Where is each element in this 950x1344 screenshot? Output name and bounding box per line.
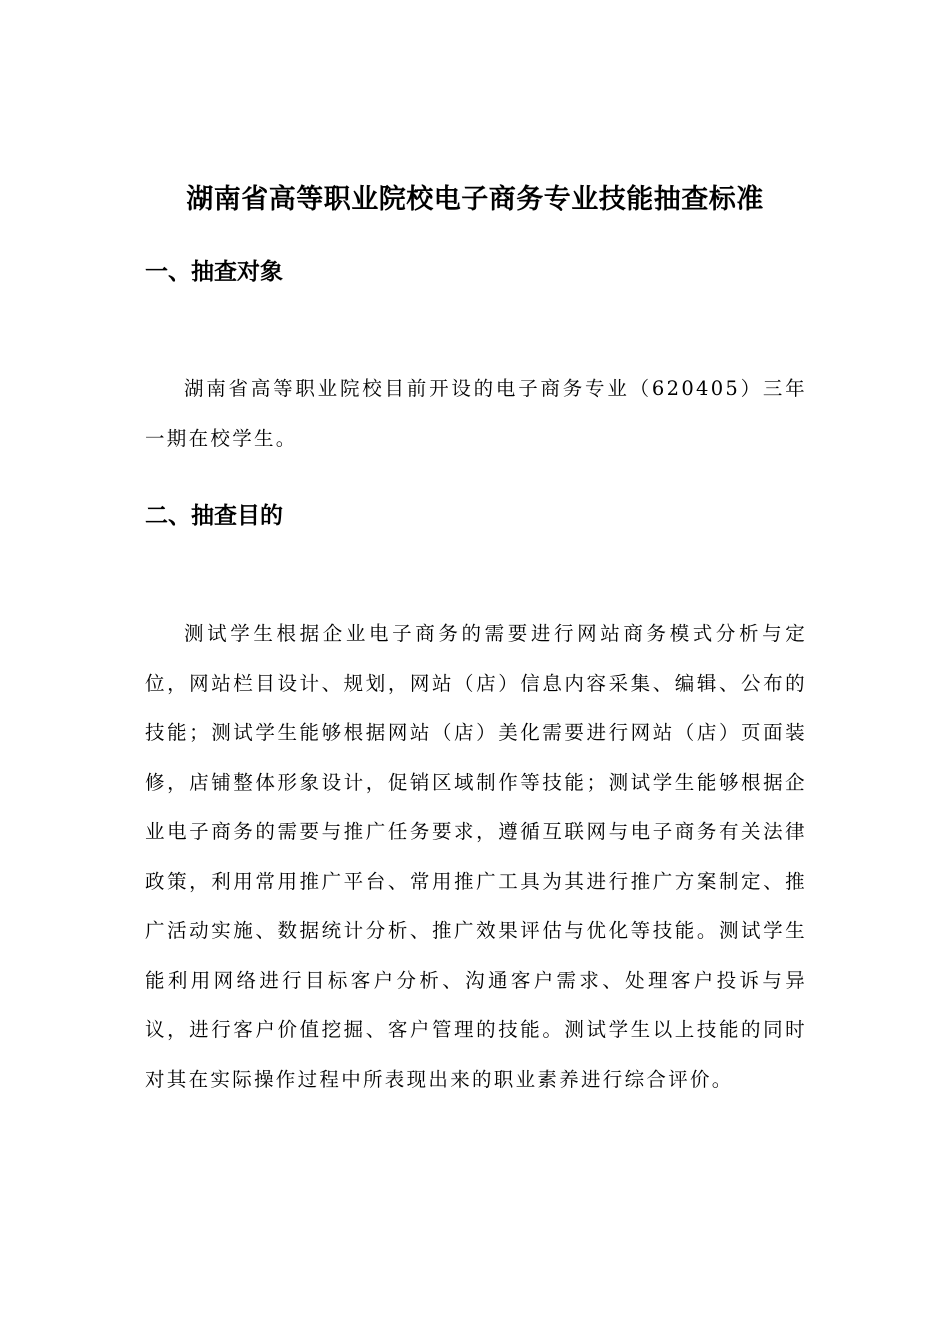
- section-heading-purpose: 二、抽查目的: [145, 503, 283, 529]
- section-paragraph-target: 湖南省高等职业院校目前开设的电子商务专业（620405）三年一期在校学生。: [145, 377, 807, 450]
- document-title: 湖南省高等职业院校电子商务专业技能抽查标准: [186, 184, 764, 215]
- section-heading-target: 一、抽查对象: [145, 259, 283, 285]
- section-paragraph-purpose: 测试学生根据企业电子商务的需要进行网站商务模式分析与定位，网站栏目设计、规划，网站（店）信息内容采集、编辑、公布的技能；测试学生能够根据网站（店）美化需要进行网站（店）页面装修，店铺整体形象设计，促销区域制作等技能；测试学生能够根据企业电子商务的需要与推广任务要求，遵循互联网与电子商务有关法律政策，利用常用推广平台、常用推广工具为其进行推广方案制定、推广活动实施、数据统计分析、推广效果评估与优化等技能。测试学生能利用网络进行目标客户分析、沟通客户需求、处理客户投诉与异议，进行客户价值挖掘、客户管理的技能。测试学生以上技能的同时对其在实际操作过程中所表现出来的职业素养进行综合评价。: [145, 622, 807, 1091]
